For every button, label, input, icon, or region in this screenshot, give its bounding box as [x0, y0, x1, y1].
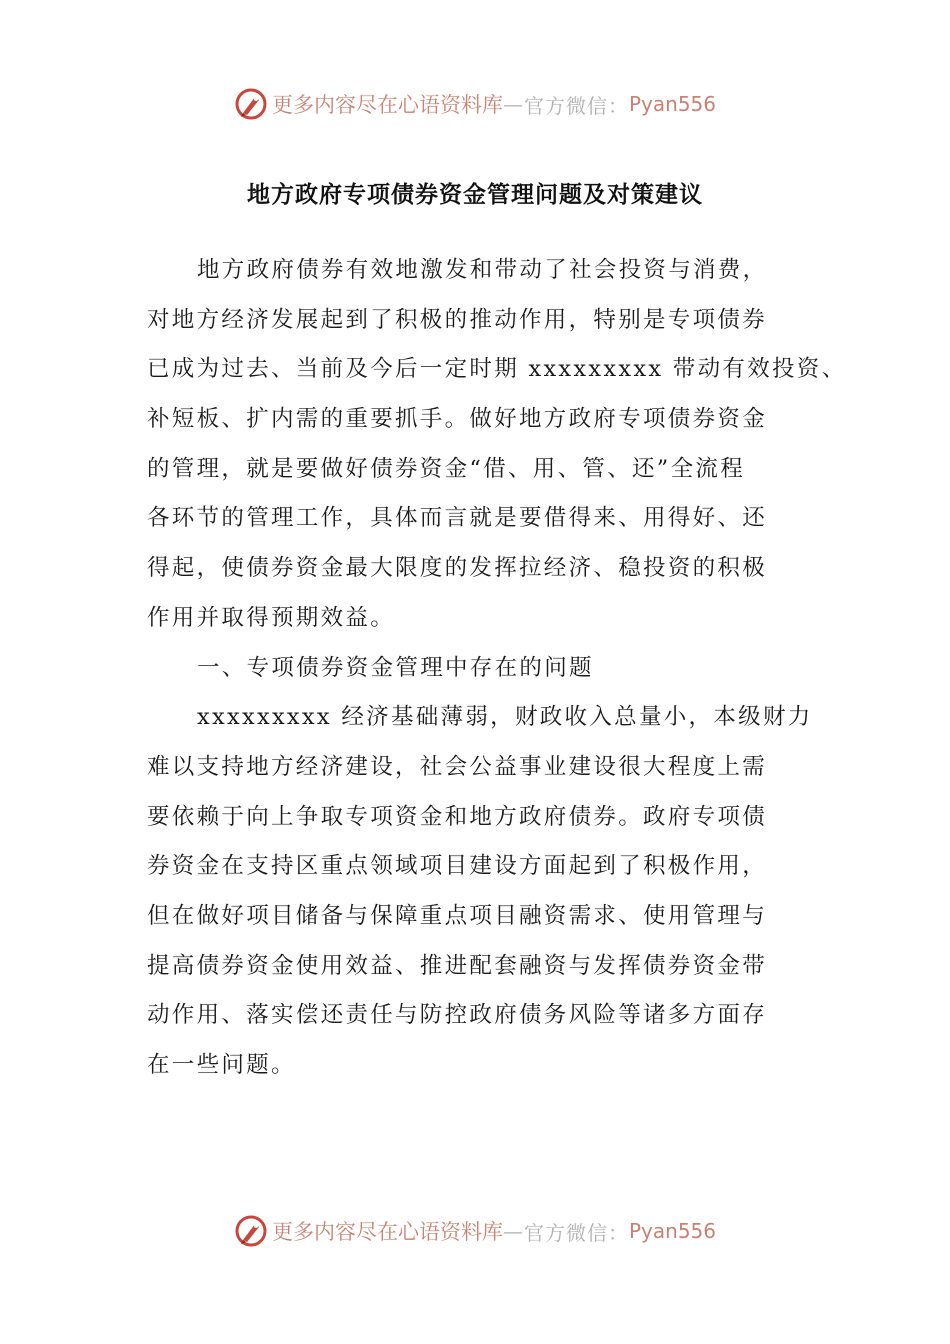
body-line: 各环节的管理工作，具体而言就是要借得来、用得好、还: [147, 505, 768, 532]
watermark-dash: —: [502, 92, 524, 116]
body-line: 在一些问题。: [147, 1052, 296, 1078]
body-line: 对地方经济发展起到了积极的推动作用，特别是专项债券: [147, 306, 768, 333]
bottom-watermark: [0, 1211, 950, 1251]
watermark-brand-text: 更多内容尽在心语资料库: [271, 93, 503, 117]
pen-nib-logo-icon: [234, 1214, 268, 1248]
section-heading: 一、专项债券资金管理中存在的问题: [197, 654, 594, 681]
body-line: 难以支持地方经济建设，社会公益事业建设很大程度上需: [147, 753, 768, 780]
body-line: 作用并取得预期效益。: [147, 604, 396, 631]
watermark-wechat-id: Pyan556: [628, 92, 716, 116]
body-line: 已成为过去、当前及今后一定时期 xxxxxxxxx 带动有效投资、: [147, 356, 847, 383]
body-line: 得起，使债券资金最大限度的发挥拉经济、稳投资的积极: [147, 555, 768, 582]
watermark-wechat-label: 官方微信：: [523, 1220, 629, 1245]
body-line: 动作用、落实偿还责任与防控政府债务风险等诸多方面存: [147, 1002, 768, 1029]
pen-nib-logo-icon: [234, 87, 268, 121]
watermark-brand-text: 更多内容尽在心语资料库: [271, 1220, 503, 1244]
body-line: xxxxxxxxx 经济基础薄弱，财政收入总量小，本级财力: [197, 704, 813, 731]
top-watermark: [0, 84, 950, 124]
body-line: 但在做好项目储备与保障重点项目融资需求、使用管理与: [147, 902, 768, 929]
watermark-dash: —: [502, 1219, 524, 1243]
body-line: 的管理，就是要做好债券资金“借、用、管、还”全流程: [147, 455, 746, 482]
body-line: 地方政府债券有效地激发和带动了社会投资与消费，: [197, 257, 768, 283]
body-line: 要依赖于向上争取专项资金和地方政府债券。政府专项债: [147, 803, 768, 830]
body-line: 券资金在支持区重点领域项目建设方面起到了积极作用，: [147, 853, 768, 880]
document-title: 地方政府专项债券资金管理问题及对策建议: [247, 182, 703, 208]
watermark-wechat-label: 官方微信：: [523, 93, 629, 118]
document-body: [147, 246, 847, 1091]
body-line: 补短板、扩内需的重要抓手。做好地方政府专项债券资金: [147, 406, 768, 433]
watermark-wechat-id: Pyan556: [628, 1219, 716, 1243]
body-line: 提高债券资金使用效益、推进配套融资与发挥债券资金带: [147, 952, 768, 979]
